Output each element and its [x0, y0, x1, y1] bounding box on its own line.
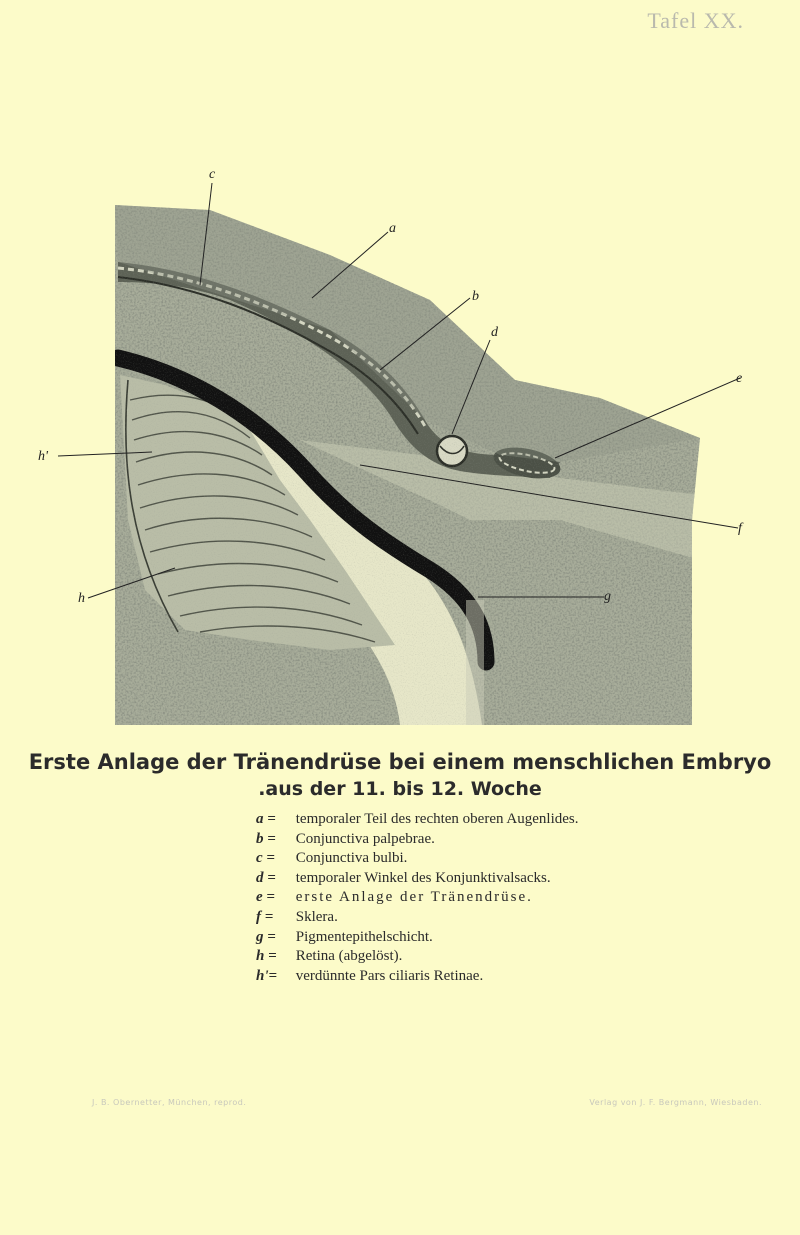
legend-item-c: [256, 849, 656, 869]
legend-item-a: [256, 810, 656, 830]
legend-key: c =: [256, 850, 275, 867]
legend-item-d: [256, 869, 656, 889]
legend-item-h: [256, 947, 656, 967]
legend-item-b: [256, 830, 656, 850]
figure-label-d: d: [491, 325, 498, 340]
figure-label-g: g: [604, 589, 611, 604]
histology-illustration: [0, 160, 800, 735]
legend-key: h =: [256, 948, 277, 965]
legend-item-h-prime: [256, 967, 656, 987]
legend-key: g =: [256, 928, 276, 945]
publisher-credit: Verlag von J. F. Bergmann, Wiesbaden.: [589, 1098, 762, 1107]
legend-text: temporaler Winkel des Konjunktivalsacks.: [295, 869, 551, 886]
legend: [256, 810, 656, 986]
figure-label-h-prime: h': [38, 449, 48, 464]
printer-credit: J. B. Obernetter, München, reprod.: [92, 1098, 247, 1107]
legend-text: Sklera.: [295, 908, 338, 925]
figure-label-c: c: [209, 167, 216, 182]
legend-key: h'=: [256, 967, 278, 984]
legend-text: erste Anlage der Tränendrüse.: [295, 889, 533, 906]
figure-label-b: b: [472, 289, 479, 304]
legend-key: f =: [256, 908, 274, 925]
plate-number: Tafel XX.: [647, 8, 744, 33]
figure-label-h: h: [78, 591, 85, 606]
legend-text: verdünnte Pars ciliaris Retinae.: [295, 967, 484, 984]
legend-text: Conjunctiva palpebrae.: [295, 830, 435, 847]
legend-text: Conjunctiva bulbi.: [295, 850, 408, 867]
caption-subtitle: .aus der 11. bis 12. Woche: [258, 778, 542, 800]
legend-text: temporaler Teil des rechten oberen Augenlides.: [295, 811, 579, 827]
legend-key: b =: [256, 830, 276, 847]
figure-label-f: f: [738, 521, 742, 536]
legend-key: d =: [256, 869, 276, 886]
legend-key: a =: [256, 811, 276, 827]
legend-item-e: [256, 888, 656, 908]
legend-item-f: [256, 908, 656, 928]
legend-text: Pigmentepithelschicht.: [295, 928, 433, 945]
legend-item-g: [256, 928, 656, 948]
legend-text: Retina (abgelöst).: [295, 948, 403, 965]
figure-label-e: e: [736, 371, 743, 386]
caption-title: Erste Anlage der Tränendrüse bei einem menschlichen Embryo: [28, 750, 772, 774]
legend-key: e =: [256, 889, 275, 906]
figure-label-a: a: [389, 221, 396, 236]
